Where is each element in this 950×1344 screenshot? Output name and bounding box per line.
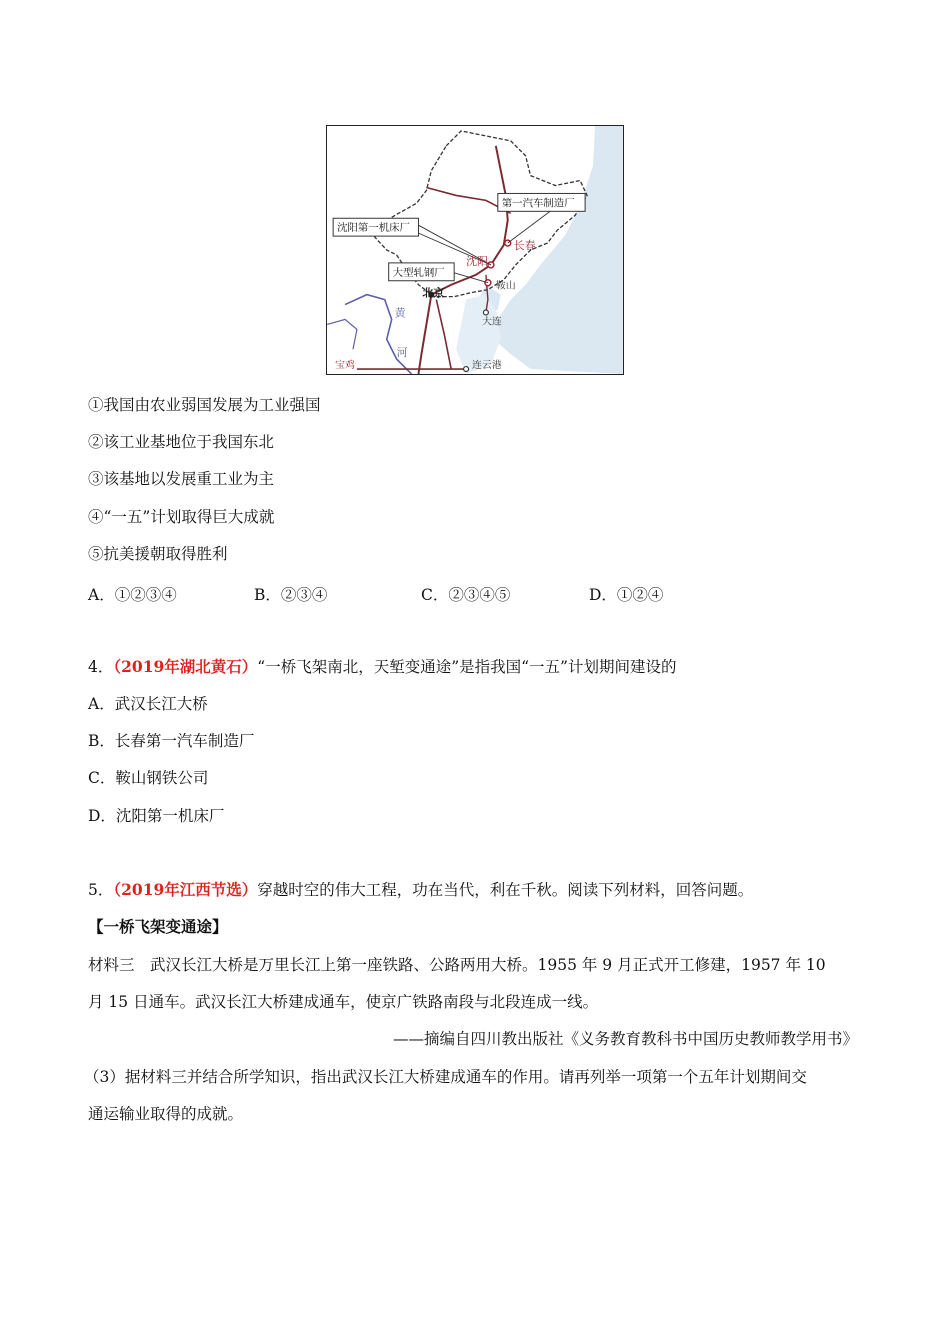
label-beijing: 北京	[422, 286, 445, 300]
lianyungang-dot	[464, 367, 469, 372]
q4-option-d: D．沈阳第一机床厂	[88, 807, 225, 825]
q3-statement-4: ④“一五”计划取得巨大成就	[88, 508, 275, 526]
label-shenyang: 沈阳	[466, 254, 488, 268]
q4-option-c: C．鞍山钢铁公司	[88, 769, 209, 787]
shenyang-dot	[488, 262, 494, 268]
q3-statement-1: ①我国由农业弱国发展为工业强国	[88, 396, 321, 414]
q5-number: 5．	[88, 881, 114, 899]
railway-south2	[436, 300, 451, 369]
q3-option-b: B．②③④	[254, 586, 328, 604]
q5-material-line-1: 材料三 武汉长江大桥是万里长江上第一座铁路、公路两用大桥。1955 年 9 月正式开工修建，1957 年 10	[88, 956, 826, 974]
label-lianyungang: 连云港	[472, 360, 502, 372]
q3-statement-5: ⑤抗美援朝取得胜利	[88, 545, 228, 563]
dalian-dot	[483, 310, 488, 315]
q5-stem-text: 穿越时空的伟大工程，功在当代，利在千秋。阅读下列材料，回答问题。	[257, 881, 754, 899]
q3-statement-2: ②该工业基地位于我国东北	[88, 433, 275, 451]
anshan-dot	[485, 280, 491, 286]
label-changchun: 长春	[513, 239, 536, 253]
q5-stem	[88, 879, 753, 901]
q3-option-c: C．②③④⑤	[421, 586, 511, 604]
label-huang: 黄	[394, 306, 406, 320]
label-he: 河	[396, 346, 408, 360]
q5-source: （2019年江西节选）	[113, 880, 258, 899]
q4-option-a: A．武汉长江大桥	[88, 695, 208, 713]
label-dalian: 大连	[481, 316, 502, 328]
label-auto-plant: 第一汽车制造厂	[501, 197, 575, 210]
q3-statement-3: ③该基地以发展重工业为主	[88, 470, 275, 488]
label-anshan: 鞍山	[495, 280, 516, 292]
q4-stem-text: “一桥飞架南北，天堑变通途”是指我国“一五”计划期间建设的	[257, 658, 677, 676]
q4-number: 4．	[88, 658, 114, 676]
sea-area	[491, 126, 623, 374]
map-svg	[327, 126, 623, 374]
q5-question-line-2: 通运输业取得的成就。	[88, 1105, 244, 1123]
leader-changchun	[508, 207, 556, 243]
label-steel-mill: 大型轧钢厂	[392, 266, 445, 279]
q5-question-line-1: （3）据材料三并结合所学知识，指出武汉长江大桥建成通车的作用。请再列举一项第一个五年计划期间交	[84, 1068, 807, 1086]
q5-citation: ——摘编自四川教出版社《义务教育教科书中国历史教师教学用书》	[392, 1030, 858, 1048]
q4-option-b: B．长春第一汽车制造厂	[88, 732, 255, 750]
q5-material-line-2: 月 15 日通车。武汉长江大桥建成通车，使京广铁路南段与北段连成一线。	[88, 993, 599, 1011]
river-branch	[327, 319, 357, 349]
q4-source: （2019年湖北黄石）	[113, 657, 258, 676]
q4-stem	[88, 656, 676, 678]
q5-section-title: 【一桥飞架变通途】	[88, 917, 228, 936]
label-shenyang-machine: 沈阳第一机床厂	[337, 222, 410, 235]
railway-south	[418, 295, 431, 374]
q3-option-d: D．①②④	[589, 586, 664, 604]
northeast-industrial-map	[326, 125, 624, 375]
label-baoji: 宝鸡	[335, 360, 355, 372]
q3-option-a: A．①②③④	[88, 586, 177, 604]
